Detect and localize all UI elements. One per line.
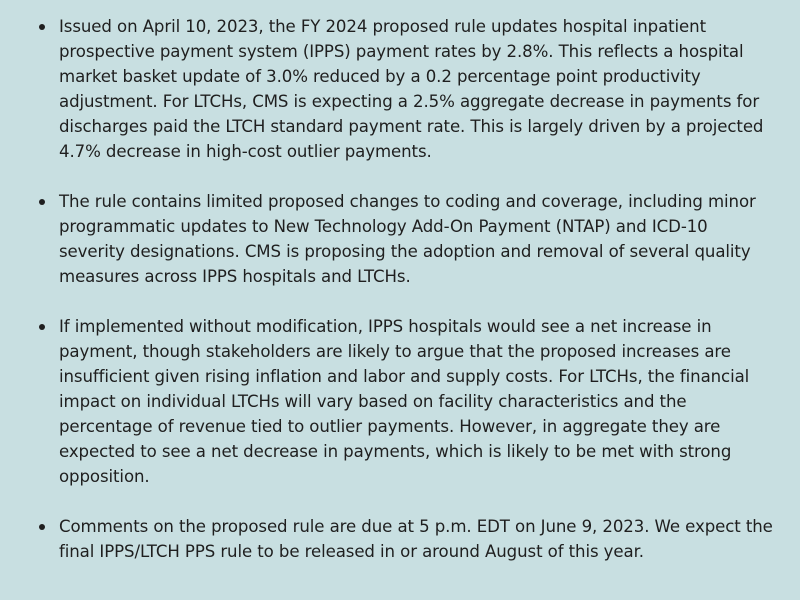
bullet-text: Issued on April 10, 2023, the FY 2024 proposed rule updates hospital inpatient prospective payment system (IPPS) payment rates by 2.8%. This reflects a hospital market basket update of 3.0% reduced by a 0.2 percentage point productivity adjustment. For LTCHs, CMS is expecting a 2.5% aggregate decrease in payments for discharges paid the LTCH standard payment rate. This is largely driven by a projected 4.7% decrease in high-cost outlier payments. [59,17,764,161]
bullet-dot-icon [39,199,45,205]
bullet-dot-icon [39,324,45,330]
bullet-item-coding-coverage [35,189,776,289]
bullet-item-comments-due [35,514,776,564]
bullet-list [35,14,776,564]
bullet-text: If implemented without modification, IPPS hospitals would see a net increase in payment, though stakeholders are likely to argue that the proposed increases are insufficient given rising inflation and labor and supply costs. For LTCHs, the financial impact on individual LTCHs will vary based on facility characteristics and the percentage of revenue tied to outlier payments. However, in aggregate they are expected to see a net decrease in payments, which is likely to be met with strong opposition. [59,317,750,486]
bullet-item-issued [35,14,776,164]
bullet-text: The rule contains limited proposed changes to coding and coverage, including minor programmatic updates to New Technology Add-On Payment (NTAP) and ICD-10 severity designations. CMS is proposing the adoption and removal of several quality measures across IPPS hospitals and LTCHs. [59,192,756,286]
bullet-item-implementation-impact [35,314,776,489]
bullet-dot-icon [39,24,45,30]
bullet-dot-icon [39,524,45,530]
bullet-text: Comments on the proposed rule are due at 5 p.m. EDT on June 9, 2023. We expect the final IPPS/LTCH PPS rule to be released in or around August of this year. [59,517,773,561]
